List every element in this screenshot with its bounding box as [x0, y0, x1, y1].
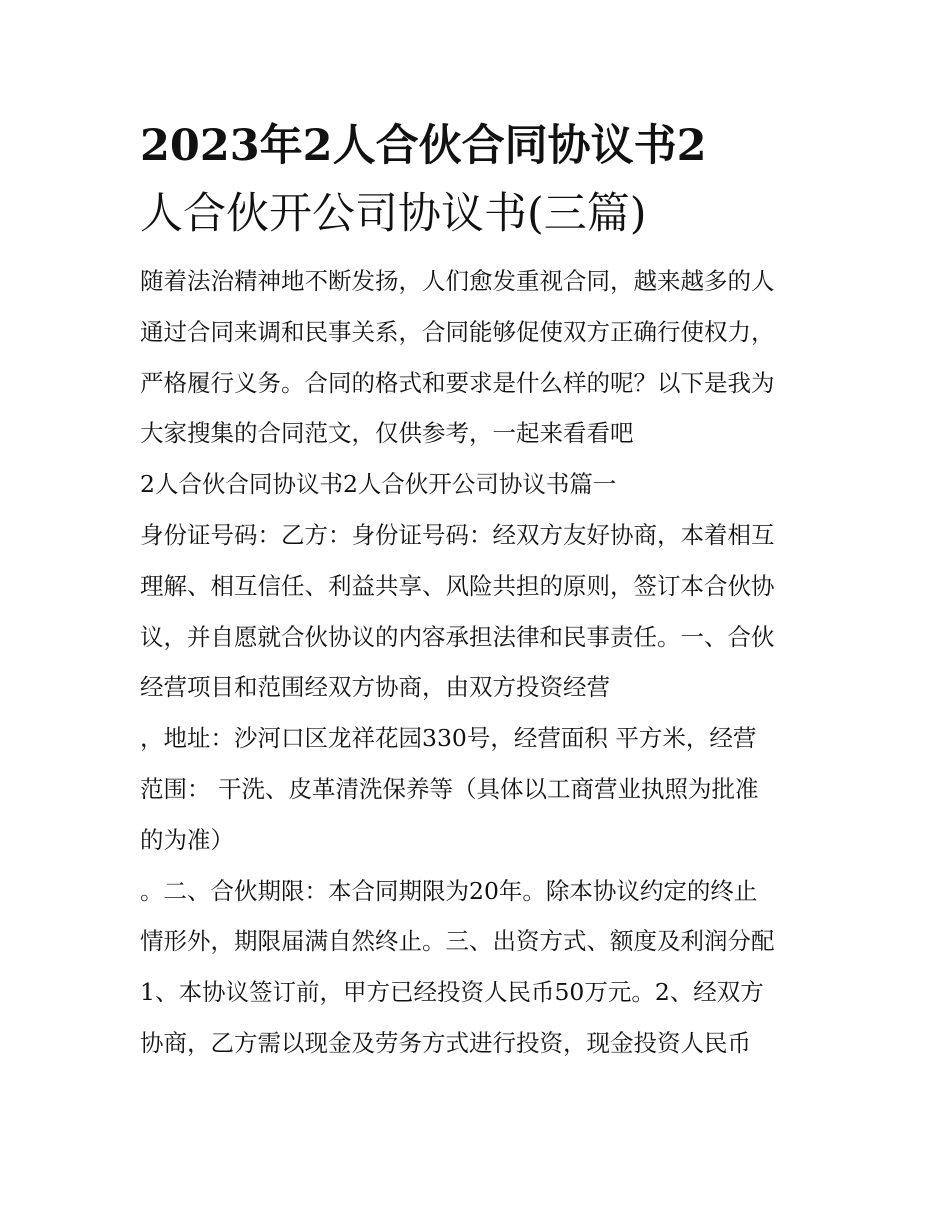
body-line: 大家搜集的合同范文，仅供参考，一起来看看吧	[140, 419, 634, 448]
body-line: 情形外，期限届满自然终止。三、出资方式、额度及利润分配	[140, 927, 775, 956]
document-body	[140, 256, 820, 1069]
document-title	[140, 112, 820, 248]
title-line-1: 2023年2人合伙合同协议书2	[140, 121, 707, 171]
body-line: 范围： 干洗、皮革清洗保养等（具体以工商营业执照为批准	[140, 774, 759, 803]
section-heading: 2人合伙合同协议书2人合伙开公司协议书篇一	[140, 470, 617, 499]
body-line: 议，并自愿就合伙协议的内容承担法律和民事责任。一、合伙	[140, 622, 775, 651]
body-line: 通过合同来调和民事关系，合同能够促使双方正确行使权力，	[140, 317, 775, 346]
body-line: 理解、相互信任、利益共享、风险共担的原则，签订本合伙协	[140, 571, 775, 600]
body-line: 1、本协议签订前，甲方已经投资人民币50万元。2、经双方	[140, 978, 764, 1007]
body-line: ，地址：沙河口区龙祥花园330号，经营面积 平方米，经营	[140, 724, 757, 753]
body-line: 经营项目和范围经双方协商，由双方投资经营	[140, 673, 610, 702]
body-line: 的为准）	[140, 825, 234, 854]
body-line: 身份证号码：乙方：身份证号码：经双方友好协商，本着相互	[140, 520, 775, 549]
title-line-2: 人合伙开公司协议书(三篇)	[140, 189, 647, 239]
body-line: 。二、合伙期限：本合同期限为20年。除本协议约定的终止	[140, 876, 758, 905]
body-line: 协商，乙方需以现金及劳务方式进行投资，现金投资人民币	[140, 1028, 751, 1057]
body-line: 随着法治精神地不断发扬，人们愈发重视合同，越来越多的人	[140, 267, 775, 295]
body-line: 严格履行义务。合同的格式和要求是什么样的呢？以下是我为	[140, 368, 775, 397]
document-page	[140, 112, 820, 1069]
